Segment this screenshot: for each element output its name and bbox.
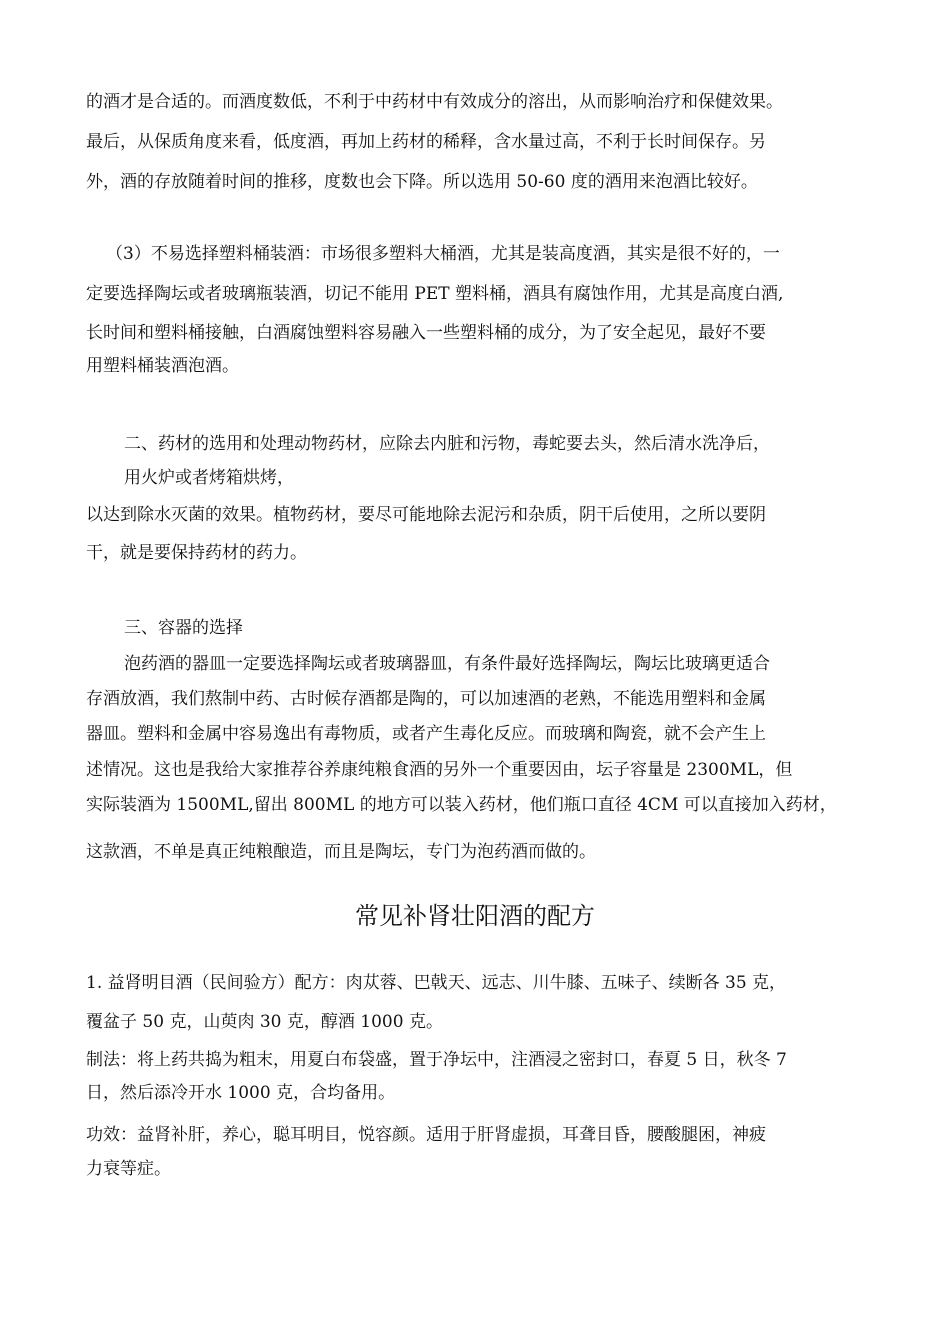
text-line: 最后，从保质角度来看，低度酒，再加上药材的稀释，含水量过高，不利于长时间保存。另 (86, 132, 766, 152)
text-line: 外，酒的存放随着时间的推移，度数也会下降。所以选用 50-60 度的酒用来泡酒比较好。 (86, 172, 758, 192)
text-line: 器皿。塑料和金属中容易逸出有毒物质，或者产生毒化反应。而玻璃和陶瓷，就不会产生上 (86, 724, 766, 744)
text-line: 覆盆子 50 克，山萸肉 30 克，醇酒 1000 克。 (86, 1012, 443, 1032)
section-heading: 二、药材的选用和处理动物药材，应除去内脏和污物，毒蛇要去头，然后清水洗净后， (124, 434, 770, 454)
text-line: 这款酒，不单是真正纯粮酿造，而且是陶坛，专门为泡药酒而做的。 (86, 842, 596, 862)
text-line: 制法：将上药共捣为粗末，用夏白布袋盛，置于净坛中，注酒浸之密封口，春夏 5 日，秋冬 7 (86, 1050, 787, 1070)
recipes-title: 常见补肾壮阳酒的配方 (355, 902, 595, 930)
text-line: 用火炉或者烤箱烘烤， (124, 468, 294, 488)
text-line: 定要选择陶坛或者玻璃瓶装酒，切记不能用 PET 塑料桶，酒具有腐蚀作用，尤其是高度白酒, (86, 284, 784, 304)
text-line: 干，就是要保持药材的药力。 (86, 543, 307, 563)
text-line: 1. 益肾明目酒（民间验方）配方：肉苁蓉、巴戟天、远志、川牛膝、五味子、续断各 35 克， (86, 973, 787, 993)
text-line: 长时间和塑料桶接触，白酒腐蚀塑料容易融入一些塑料桶的成分，为了安全起见，最好不要 (86, 323, 766, 343)
section-heading: 三、容器的选择 (124, 618, 243, 638)
text-line: 力衰等症。 (86, 1159, 171, 1179)
text-line: 以达到除水灭菌的效果。植物药材，要尽可能地除去泥污和杂质，阴干后使用，之所以要阴 (86, 505, 766, 525)
text-line: 的酒才是合适的。而酒度数低，不利于中药材中有效成分的溶出，从而影响治疗和保健效果。 (86, 92, 783, 112)
text-line: 存酒放酒，我们熬制中药、古时候存酒都是陶的，可以加速酒的老熟，不能选用塑料和金属 (86, 689, 766, 709)
text-line: 实际装酒为 1500ML,留出 800ML 的地方可以装入药材，他们瓶口直径 4CM 可以直接加入药材， (86, 795, 837, 815)
text-line: 泡药酒的器皿一定要选择陶坛或者玻璃器皿，有条件最好选择陶坛，陶坛比玻璃更适合 (124, 654, 770, 674)
text-line: 述情况。这也是我给大家推荐谷养康纯粮食酒的另外一个重要因由，坛子容量是 2300ML，但 (86, 760, 793, 780)
text-line: 用塑料桶装酒泡酒。 (86, 356, 239, 376)
text-line: （3）不易选择塑料桶装酒：市场很多塑料大桶酒，尤其是装高度酒，其实是很不好的，一 (106, 244, 780, 264)
text-line: 功效：益肾补肝，养心，聪耳明目，悦容颜。适用于肝肾虚损，耳聋目昏，腰酸腿困，神疲 (86, 1125, 766, 1145)
text-line: 日，然后添冷开水 1000 克，合均备用。 (86, 1083, 396, 1103)
